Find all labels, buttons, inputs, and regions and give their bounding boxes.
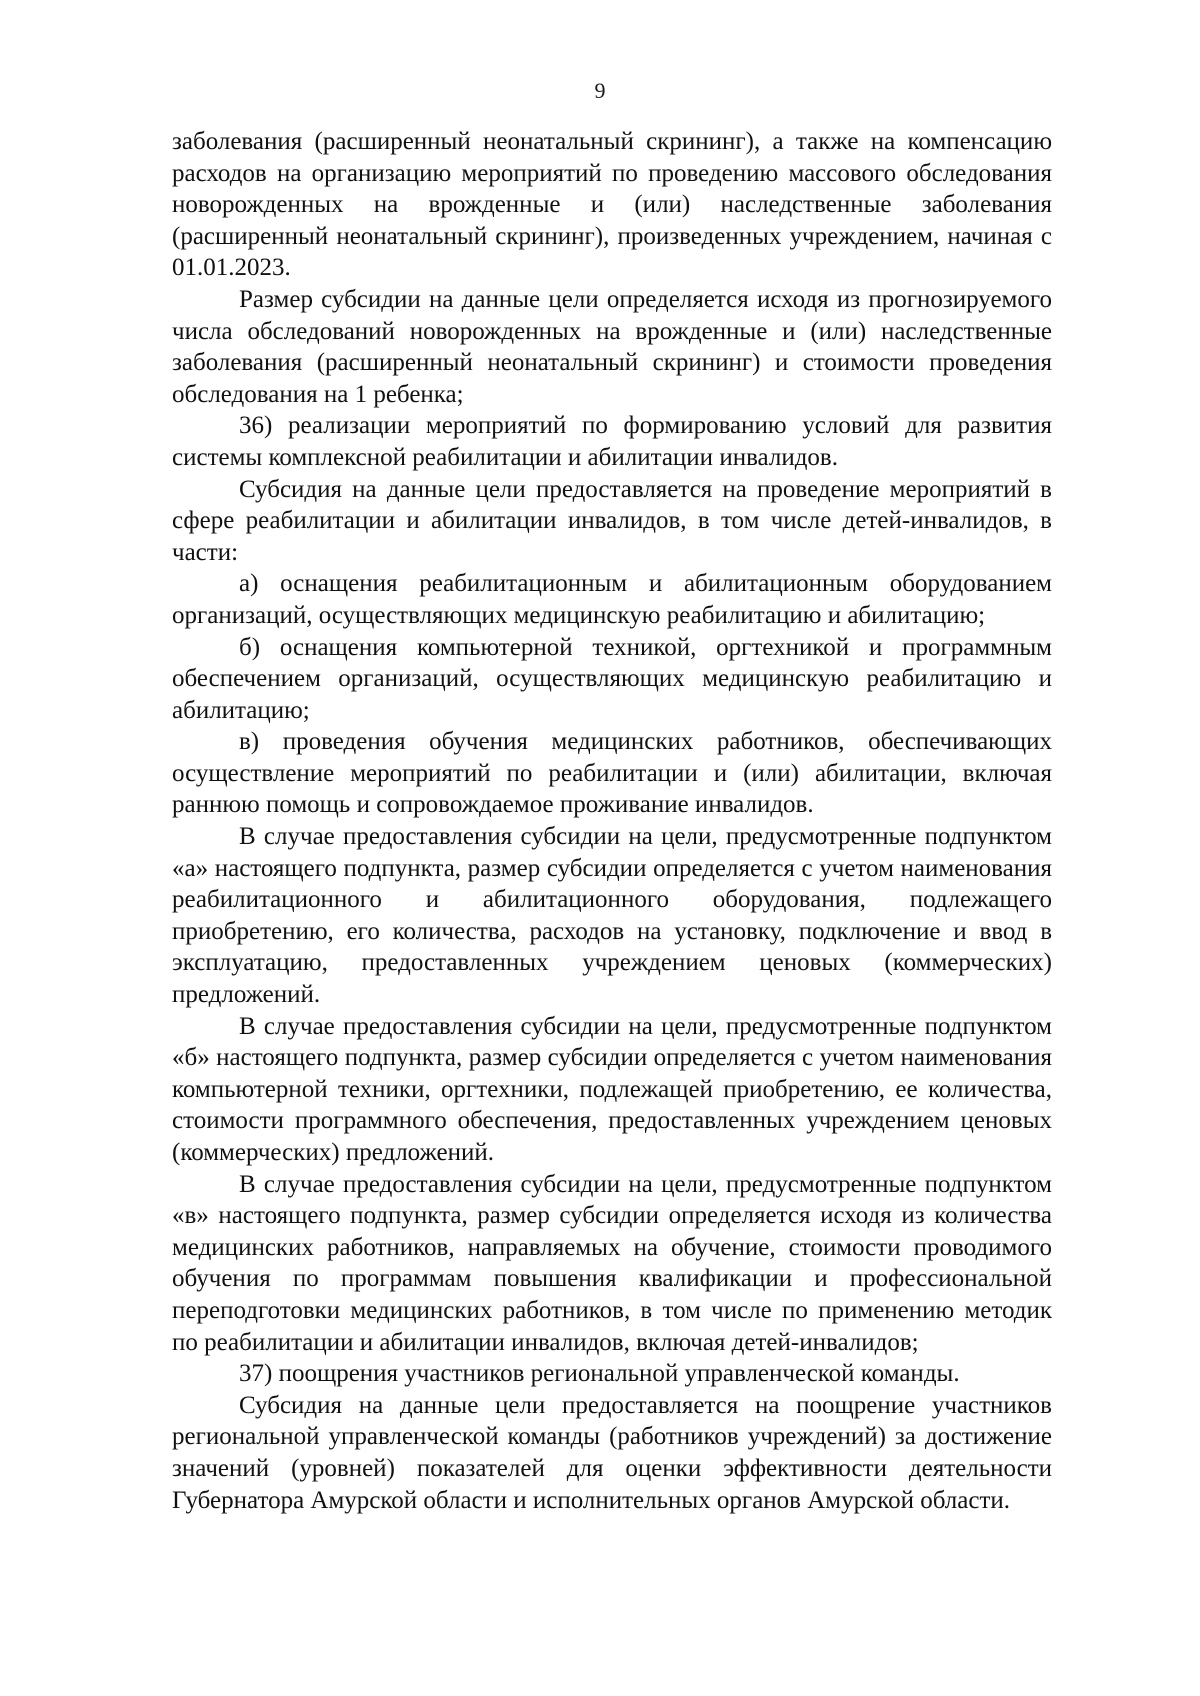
- paragraph-subitem-a: а) оснащения реабилитационным и абилитационным оборудованием организаций, осуществляющих медицинскую реабилитацию и абилитацию;: [172, 570, 1052, 629]
- paragraph-continuation: заболевания (расширенный неонатальный скрининг), а также на компенсацию расходов на организацию мероприятий по проведению массового обследования новорожденных на врожденные и (или) наследственные заболевания (расширенный неонатальный скрининг), произведенных учреждением, начиная с 01.01.2023.: [172, 128, 1052, 282]
- paragraph-subsidy-purpose-team: Субсидия на данные цели предоставляется на поощрение участников региональной управленческой команды (работников учреждений) за достижение значений (уровней) показателей для оценки эффективности деятельности Губернатора Амурской области и исполнительных органов Амурской области.: [172, 1391, 1052, 1514]
- document-body: [172, 126, 1052, 1516]
- paragraph-subitem-v: в) проведения обучения медицинских работников, обеспечивающих осуществление мероприятий по реабилитации и (или) абилитации, включая раннюю помощь и сопровождаемое проживание инвалидов.: [172, 728, 1052, 819]
- paragraph-case-v: В случае предоставления субсидии на цели, предусмотренные подпунктом «в» настоящего подпункта, размер субсидии определяется исходя из количества медицинских работников, направляемых на обучение, стоимости проводимого обучения по программам повышения квалификации и профессиональной переподготовки медицинских работников, в том числе по применению методик по реабилитации и абилитации инвалидов, включая детей-инвалидов;: [172, 1170, 1052, 1356]
- paragraph-case-a: В случае предоставления субсидии на цели, предусмотренные подпунктом «а» настоящего подпункта, размер субсидии определяется с учетом наименования реабилитационного и абилитационного оборудования, подлежащего приобретению, его количества, расходов на установку, подключение и ввод в эксплуатацию, предоставленных учреждением ценовых (коммерческих) предложений.: [172, 823, 1052, 1009]
- paragraph-subsidy-size-screening: Размер субсидии на данные цели определяется исходя из прогнозируемого числа обследований новорожденных на врожденные и (или) наследственные заболевания (расширенный неонатальный скрининг) и стоимости проведения обследования на 1 ребенка;: [172, 285, 1052, 408]
- paragraph-item-37: 37) поощрения участников региональной управленческой команды.: [239, 1360, 960, 1388]
- paragraph-item-36: 36) реализации мероприятий по формированию условий для развития системы комплексной реабилитации и абилитации инвалидов.: [172, 412, 1052, 471]
- paragraph-subitem-b: б) оснащения компьютерной техникой, оргтехникой и программным обеспечением организаций, осуществляющих медицинскую реабилитацию и абилитацию;: [172, 633, 1052, 724]
- paragraph-subsidy-purpose-rehabilitation: Субсидия на данные цели предоставляется на проведение мероприятий в сфере реабилитации и абилитации инвалидов, в том числе детей-инвалидов, в части:: [172, 475, 1052, 566]
- paragraph-case-b: В случае предоставления субсидии на цели, предусмотренные подпунктом «б» настоящего подпункта, размер субсидии определяется с учетом наименования компьютерной техники, оргтехники, подлежащей приобретению, ее количества, стоимости программного обеспечения, предоставленных учреждением ценовых (коммерческих) предложений.: [172, 1012, 1052, 1166]
- page-number: 9: [594, 78, 606, 103]
